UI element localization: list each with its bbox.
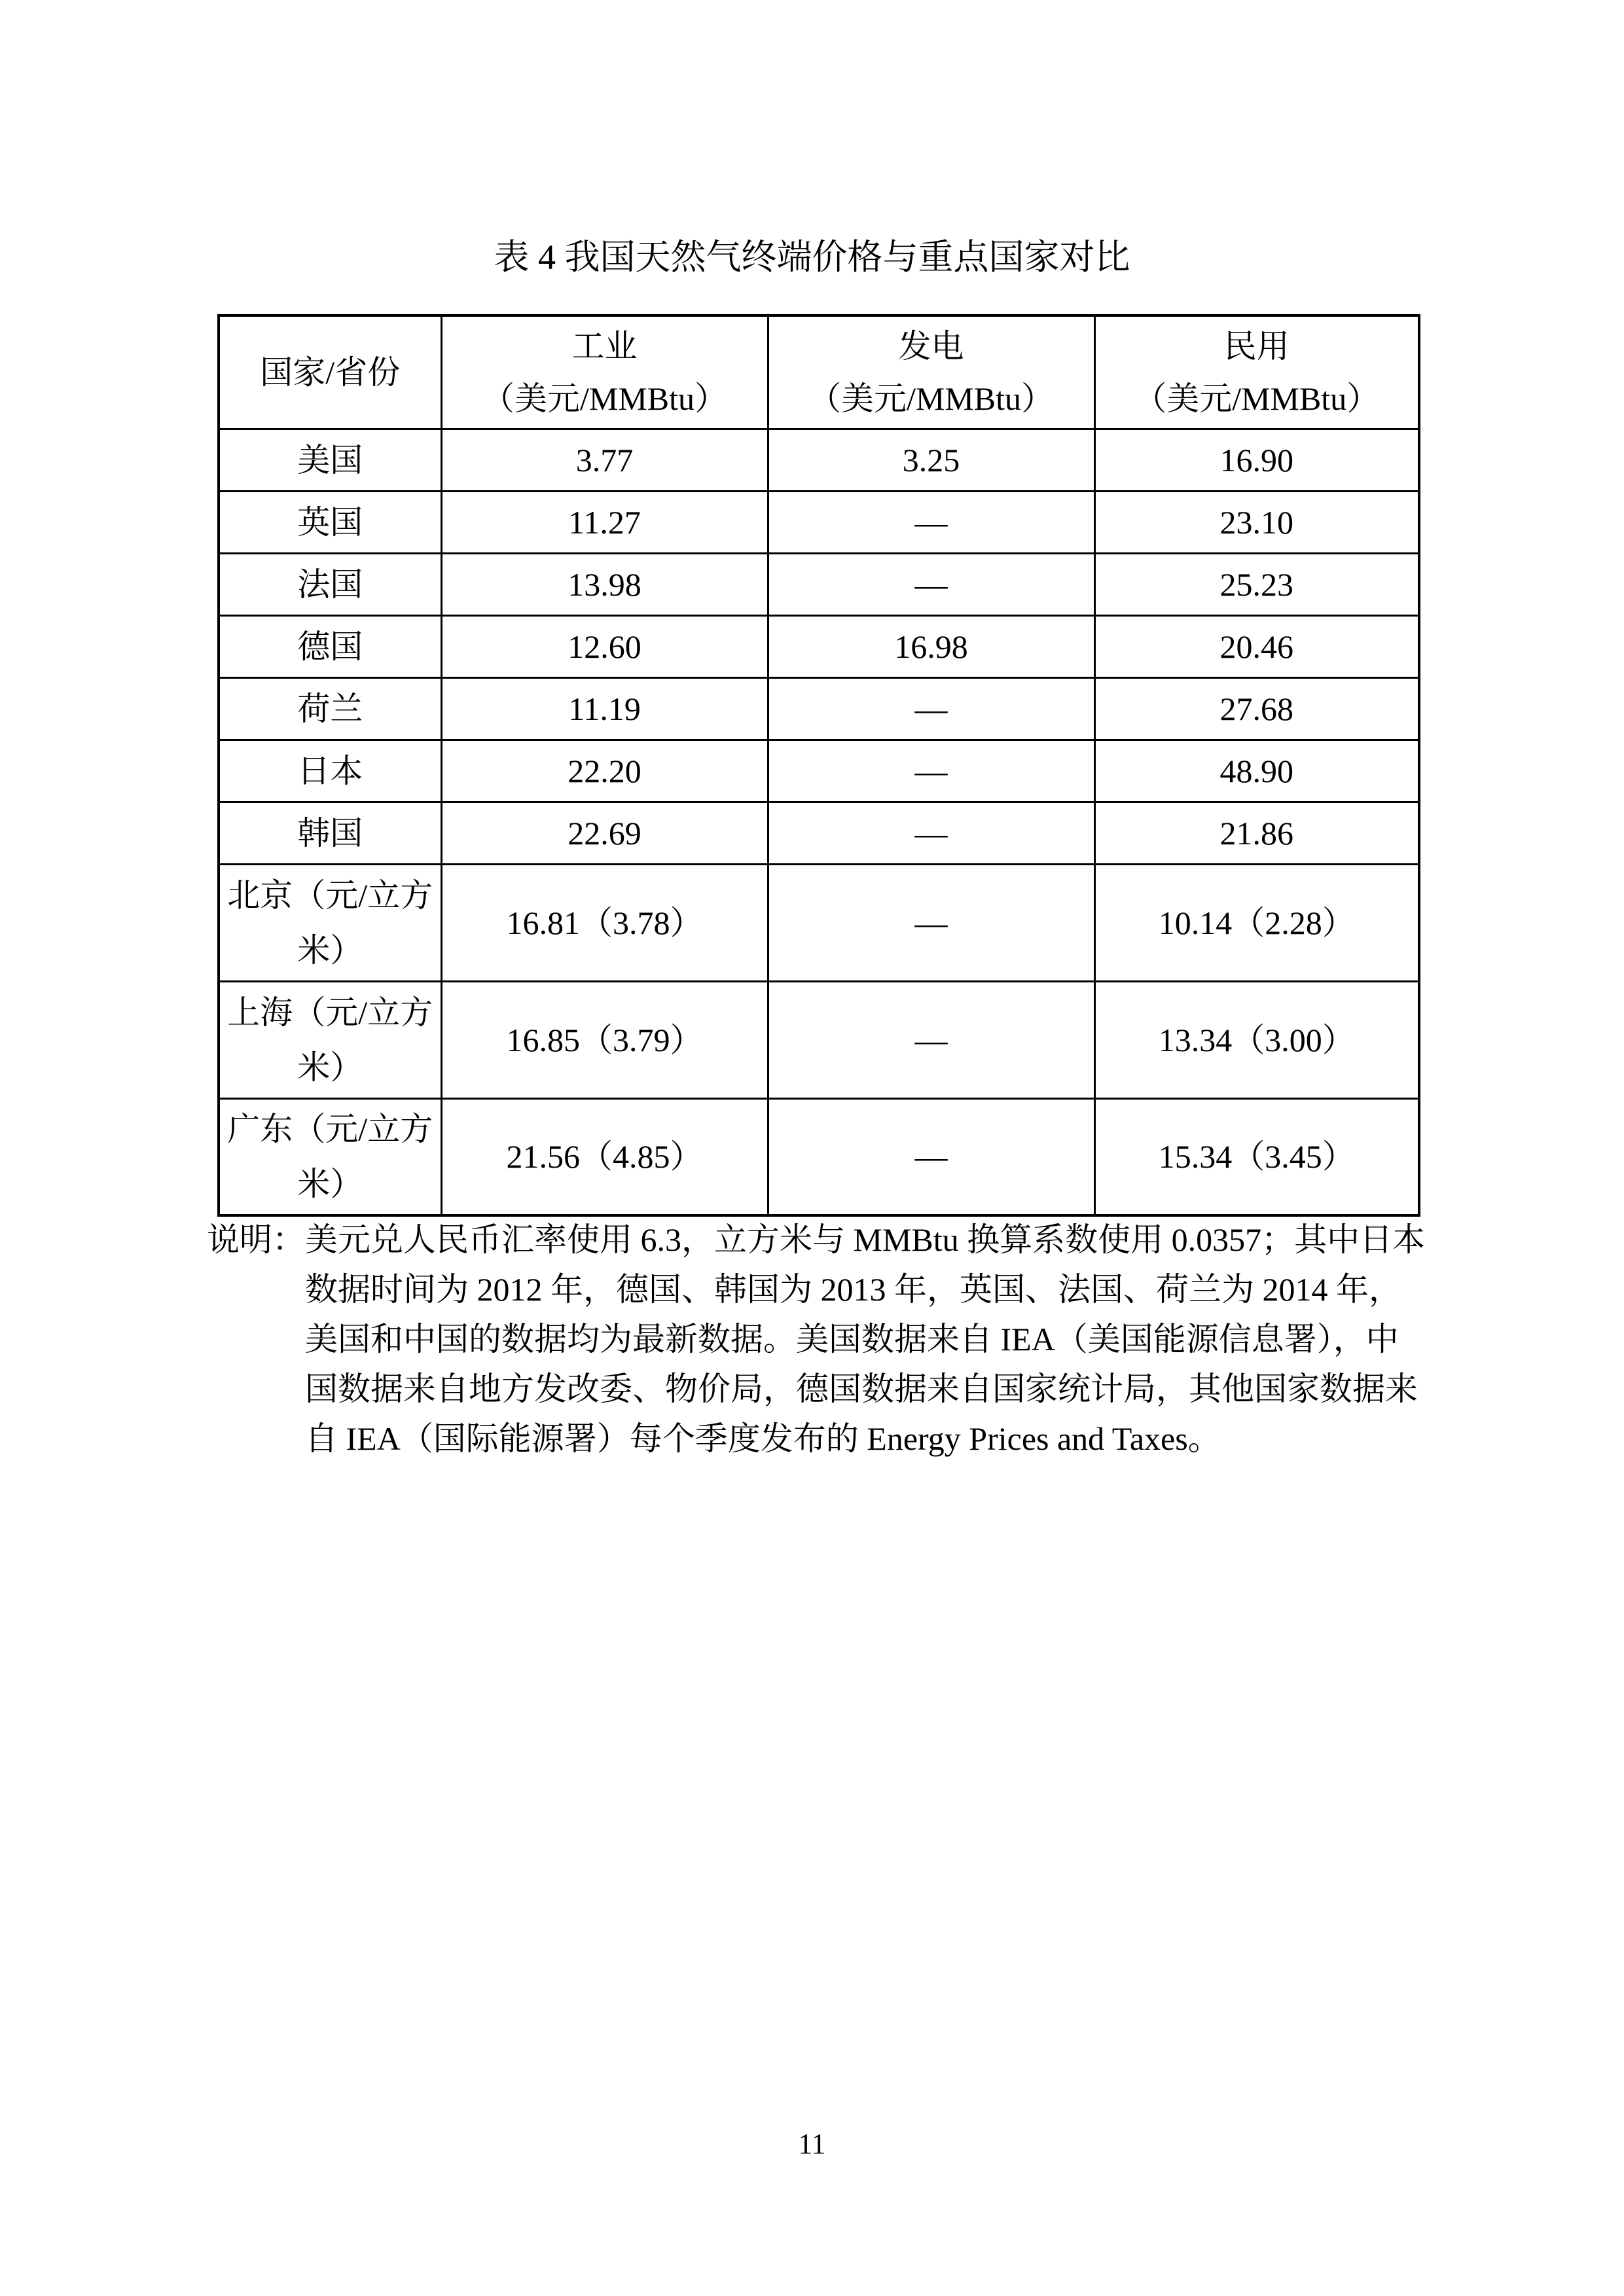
cell-residential-value: 16.90: [1094, 429, 1419, 491]
table-row: [219, 615, 1419, 677]
page-number: 11: [798, 2128, 826, 2160]
cell-residential-value: 13.34（3.00）: [1094, 981, 1419, 1098]
cell-residential-value: 23.10: [1094, 491, 1419, 553]
row-label: 法国: [219, 553, 441, 615]
header-industry-unit: （美元/MMBtu）: [481, 380, 728, 417]
table-row: [219, 1098, 1419, 1215]
cell-residential-value: 21.86: [1094, 802, 1419, 864]
table-row: [219, 491, 1419, 553]
cell-residential-value: 15.34（3.45）: [1094, 1098, 1419, 1215]
cell-industry-value: 22.69: [441, 802, 768, 864]
gas-price-table: [217, 314, 1420, 1217]
header-residential: [1094, 315, 1419, 429]
cell-industry-value: 11.19: [441, 677, 768, 740]
cell-power-value: 16.98: [768, 615, 1094, 677]
row-label: 日本: [219, 740, 441, 802]
table-row: [219, 553, 1419, 615]
header-country: 国家/省份: [219, 315, 441, 429]
row-label: 荷兰: [219, 677, 441, 740]
row-label: 广东（元/立方米）: [219, 1098, 441, 1215]
table-row: [219, 981, 1419, 1098]
cell-industry-value: 22.20: [441, 740, 768, 802]
header-power: [768, 315, 1094, 429]
footnote-line: 数据时间为 2012 年，德国、韩国为 2013 年，英国、法国、荷兰为 2014 年，: [305, 1271, 1401, 1308]
cell-industry-value: 16.85（3.79）: [441, 981, 768, 1098]
row-label: 美国: [219, 429, 441, 491]
cell-power-value: —: [768, 864, 1094, 981]
header-power-title: 发电: [898, 327, 964, 365]
cell-industry-value: 16.81（3.78）: [441, 864, 768, 981]
cell-power-value: —: [768, 802, 1094, 864]
cell-residential-value: 48.90: [1094, 740, 1419, 802]
cell-residential-value: 10.14（2.28）: [1094, 864, 1419, 981]
cell-industry-value: 11.27: [441, 491, 768, 553]
cell-industry-value: 21.56（4.85）: [441, 1098, 768, 1215]
cell-power-value: —: [768, 740, 1094, 802]
header-residential-unit: （美元/MMBtu）: [1134, 380, 1380, 417]
row-label: 北京（元/立方米）: [219, 864, 441, 981]
row-label: 上海（元/立方米）: [219, 981, 441, 1098]
footnote-line: 美国和中国的数据均为最新数据。美国数据来自 IEA（美国能源信息署），中: [305, 1321, 1399, 1357]
cell-residential-value: 27.68: [1094, 677, 1419, 740]
table-footnote: [207, 1215, 1425, 1463]
cell-power-value: —: [768, 981, 1094, 1098]
cell-residential-value: 25.23: [1094, 553, 1419, 615]
cell-residential-value: 20.46: [1094, 615, 1419, 677]
row-label: 英国: [219, 491, 441, 553]
footnote-line: 国数据来自地方发改委、物价局，德国数据来自国家统计局，其他国家数据来: [305, 1371, 1418, 1407]
table-row: [219, 864, 1419, 981]
table-title: 表 4 我国天然气终端价格与重点国家对比: [494, 238, 1130, 277]
cell-power-value: —: [768, 677, 1094, 740]
cell-power-value: —: [768, 553, 1094, 615]
header-industry: [441, 315, 768, 429]
table-row: [219, 802, 1419, 864]
header-residential-title: 民用: [1223, 327, 1290, 365]
footnote-line: 自 IEA（国际能源署）每个季度发布的 Energy Prices and Taxes。: [305, 1420, 1221, 1457]
header-industry-title: 工业: [571, 327, 638, 365]
cell-industry-value: 13.98: [441, 553, 768, 615]
table-row: [219, 677, 1419, 740]
cell-power-value: —: [768, 1098, 1094, 1215]
table-row: [219, 429, 1419, 491]
row-label: 德国: [219, 615, 441, 677]
cell-industry-value: 3.77: [441, 429, 768, 491]
cell-power-value: —: [768, 491, 1094, 553]
row-label: 韩国: [219, 802, 441, 864]
cell-industry-value: 12.60: [441, 615, 768, 677]
header-power-unit: （美元/MMBtu）: [808, 380, 1055, 417]
table-row: [219, 740, 1419, 802]
cell-power-value: 3.25: [768, 429, 1094, 491]
table-header-row: [219, 315, 1419, 429]
footnote-line: 说明：美元兑人民币汇率使用 6.3，立方米与 MMBtu 换算系数使用 0.0357；其中日本: [207, 1221, 1426, 1258]
